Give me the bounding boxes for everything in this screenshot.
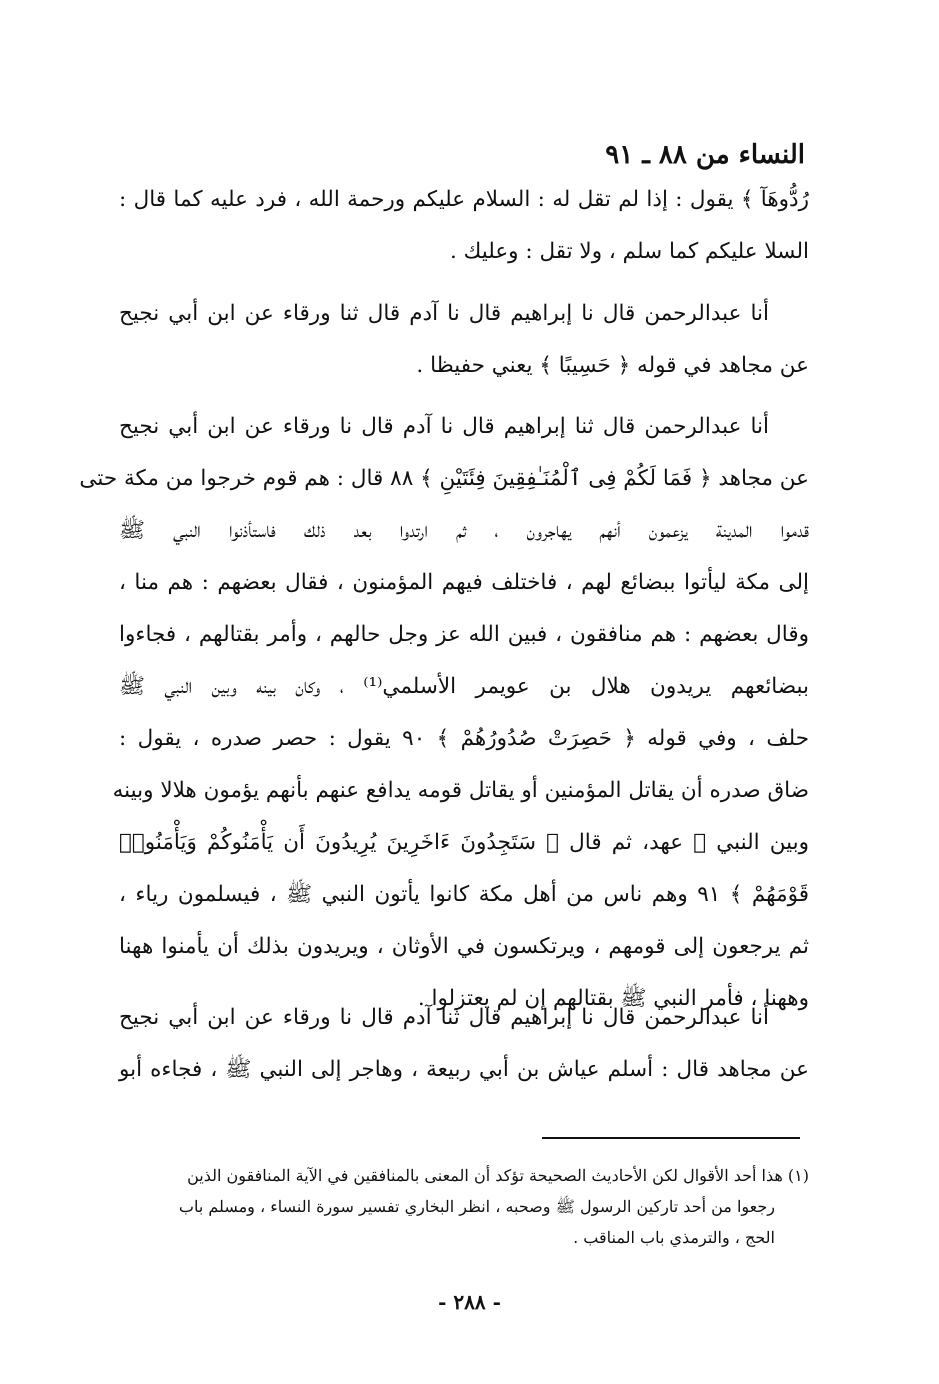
paragraph-3 <box>79 401 809 1025</box>
text-line: حلف ، وفي قوله ﴿ حَصِرَتْ صُدُورُهُمْ ﴾ ٩٠ يقول : حصر صدره ، يقول : <box>119 726 809 751</box>
text-line: عن مجاهد ﴿ فَمَا لَكُمْ فِى ٱلْمُنَـٰفِقِينَ فِئَتَيْنِ ﴾ ٨٨ قال : هم قوم خرجوا من مكة حتى <box>79 466 809 491</box>
footnotes <box>119 1160 809 1253</box>
text-line: ببضائعهم يريدون هلال بن عويمر الأسلمي⁽¹⁾ ، وكان بينه وبين النبي ﷺ <box>119 674 809 699</box>
text-line: ثم يرجعون إلى قومهم ، ويرتكسون في الأوثان ، ويريدون بذلك أن يأمنوا ههنا <box>119 934 809 959</box>
text-line: وبين النبي ﷺ عهد، ثم قال ﴿ سَتَجِدُونَ ءَاخَرِينَ يُرِيدُونَ أَن يَأْمَنُوكُمْ وَيَأْمَنُوا۟ <box>119 830 809 855</box>
text-line: وههنا ، فأمر النبي ﷺ بقتالهم إن لم يعتزلوا . <box>417 986 809 1011</box>
footnote-line: (١) هذا أحد الأقوال لكن الأحاديث الصحيحة تؤكد أن المعنى بالمنافقين في الآية المنافقون الذين <box>187 1166 809 1185</box>
text-line: ضاق صدره أن يقاتل المؤمنين أو يقاتل قومه يدافع عنهم بأنهم يؤمون هلالا وبينه <box>112 778 809 803</box>
paragraph-1 <box>119 174 809 278</box>
text-line: وقال بعضهم : هم منافقون ، فبين الله عز وجل حالهم ، وأمر بقتالهم ، فجاءوا <box>119 622 809 647</box>
text-line: السلا عليكم كما سلم ، ولا تقل : وعليك . <box>449 239 809 264</box>
footnote-line: رجعوا من أحد تاركين الرسول ﷺ وصحبه ، انظر البخاري تفسير سورة النساء ، ومسلم باب <box>178 1197 775 1216</box>
page-number: - ٢٨٨ - <box>438 1290 501 1314</box>
page-header: النساء من ٨٨ ـ ٩١ <box>605 140 805 170</box>
text-line: قَوْمَهُمْ ﴾ ٩١ وهم ناس من أهل مكة كانوا يأتون النبي ﷺ ، فيسلمون رياء ، <box>119 882 809 907</box>
text-line: أنا عبدالرحمن قال نا إبراهيم قال ثنا آدم قال نا ورقاء عن ابن أبي نجيح <box>119 1005 769 1030</box>
text-line: رُدُّوهَآ ﴾ يقول : إذا لم تقل له : السلام عليكم ورحمة الله ، فرد عليه كما قال : <box>119 187 809 212</box>
text-line: أنا عبدالرحمن قال نا إبراهيم قال نا آدم قال ثنا ورقاء عن ابن أبي نجيح <box>119 301 769 326</box>
text-line: عن مجاهد قال : أسلم عياش بن أبي ربيعة ، وهاجر إلى النبي ﷺ ، فجاءه أبو <box>119 1057 809 1082</box>
paragraph-2 <box>119 288 809 392</box>
footnote-line: الحج ، والترمذي باب المناقب . <box>573 1228 775 1247</box>
text-line: إلى مكة ليأتوا ببضائع لهم ، فاختلف فيهم المؤمنون ، فقال بعضهم : هم منا ، <box>119 570 809 595</box>
text-line: أنا عبدالرحمن قال ثنا إبراهيم قال نا آدم قال نا ورقاء عن ابن أبي نجيح <box>119 414 769 439</box>
text-line: عن مجاهد في قوله ﴿ حَسِيبًا ﴾ يعني حفيظا . <box>416 353 809 378</box>
footnote-divider <box>542 1137 800 1139</box>
text-line: قدموا المدينة يزعمون أنهم يهاجرون ، ثم ارتدوا بعد ذلك فاستأذنوا النبي ﷺ <box>119 518 809 543</box>
paragraph-4 <box>119 992 809 1096</box>
